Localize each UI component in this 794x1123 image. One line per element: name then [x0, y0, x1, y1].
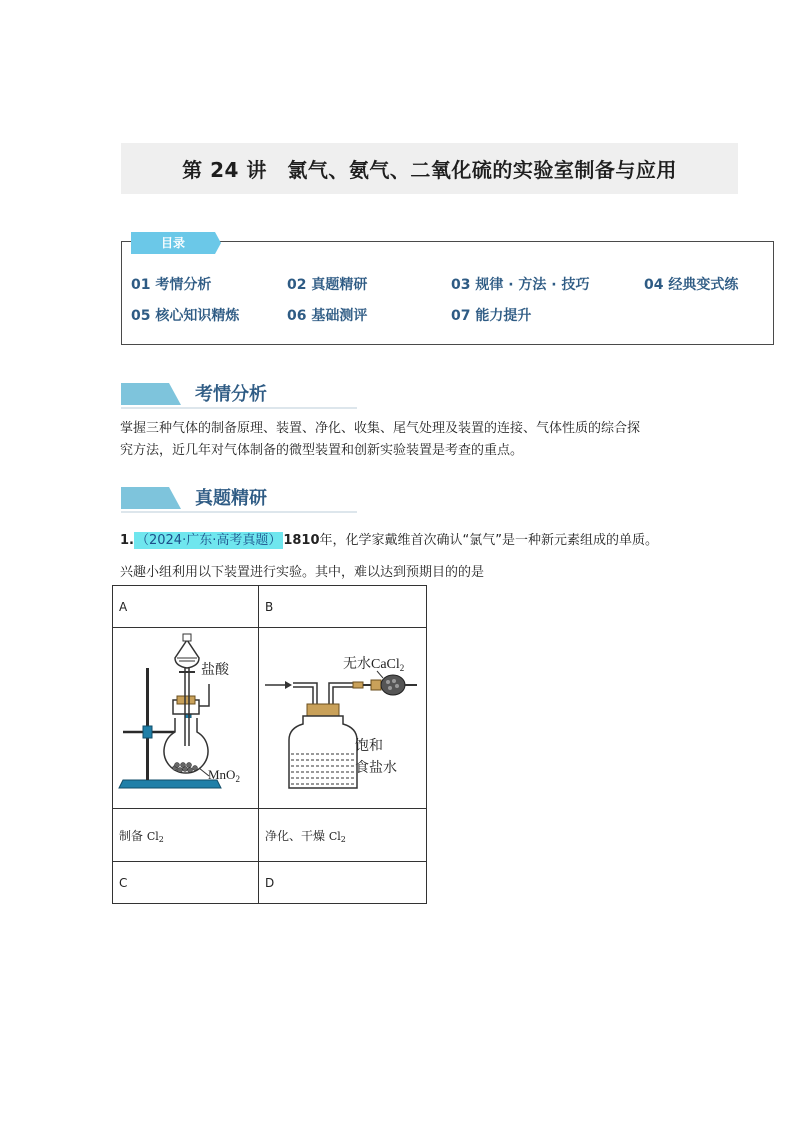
- analysis-paragraph: [120, 418, 690, 462]
- section-heading-kaoqing: [121, 377, 361, 411]
- label-liquid-2: 食盐水: [355, 761, 397, 776]
- analysis-line-1: 掌握三种气体的制备原理、装置、净化、收集、尾气处理及装置的连接、气体性质的综合探: [120, 421, 641, 436]
- option-d-label[interactable]: D: [259, 862, 427, 904]
- page-title: 第 24 讲 氯气、氨气、二氧化硫的实验室制备与应用: [182, 158, 677, 182]
- toc-item-2[interactable]: 02 真题精研: [287, 277, 368, 293]
- option-b-desc: 净化、干燥 $Cl_2$: [259, 809, 427, 862]
- question-line-1: [120, 529, 658, 548]
- toc-item-1[interactable]: 01 考情分析: [131, 277, 212, 293]
- option-c-label[interactable]: C: [113, 862, 259, 904]
- apparatus-a-figure: [113, 628, 258, 805]
- label-dryer: 无水CaCl$_2$: [343, 657, 405, 673]
- question-text-1: 年，化学家戴维首次确认“氯气”是一种新元素组成的单质。: [319, 533, 659, 548]
- section-heading-text: 考情分析: [195, 384, 267, 405]
- table-row: [113, 586, 427, 628]
- options-table: [112, 585, 427, 904]
- question-source-badge: （2024·广东·高考真题）: [135, 533, 282, 548]
- question-number: 1.: [120, 533, 134, 548]
- table-row: [113, 809, 427, 862]
- option-a-desc: 制备 $Cl_2$: [113, 809, 259, 862]
- option-a-label[interactable]: A: [113, 586, 259, 628]
- analysis-line-2: 究方法，近几年对气体制备的微型装置和创新实验装置是考查的重点。: [120, 443, 524, 458]
- toc-item-5[interactable]: 05 核心知识精炼: [131, 308, 240, 324]
- option-b-label[interactable]: B: [259, 586, 427, 628]
- apparatus-b-figure: [259, 628, 426, 805]
- option-b-figure-cell: [259, 628, 427, 809]
- toc-tab-label: 目录: [160, 236, 185, 250]
- question-line-2: 兴趣小组利用以下装置进行实验。其中，难以达到预期目的的是: [120, 565, 485, 580]
- section-heading-zhenti: [121, 481, 361, 515]
- question-year: 1810: [283, 533, 320, 548]
- toc-item-3[interactable]: 03 规律 · 方法 · 技巧: [451, 277, 590, 293]
- page-title-bar: [121, 143, 738, 194]
- option-a-figure-cell: [113, 628, 259, 809]
- label-liquid-1: 饱和: [355, 739, 383, 754]
- toc-item-7[interactable]: 07 能力提升: [451, 308, 532, 324]
- table-row: [113, 628, 427, 809]
- toc-item-6[interactable]: 06 基础测评: [287, 308, 368, 324]
- toc-tab: [131, 232, 221, 254]
- table-row: [113, 862, 427, 904]
- label-solid: MnO$_2$: [208, 767, 240, 784]
- section-heading-text: 真题精研: [195, 488, 267, 509]
- toc-item-4[interactable]: 04 经典变式练: [644, 277, 739, 293]
- label-acid: 盐酸: [201, 663, 229, 678]
